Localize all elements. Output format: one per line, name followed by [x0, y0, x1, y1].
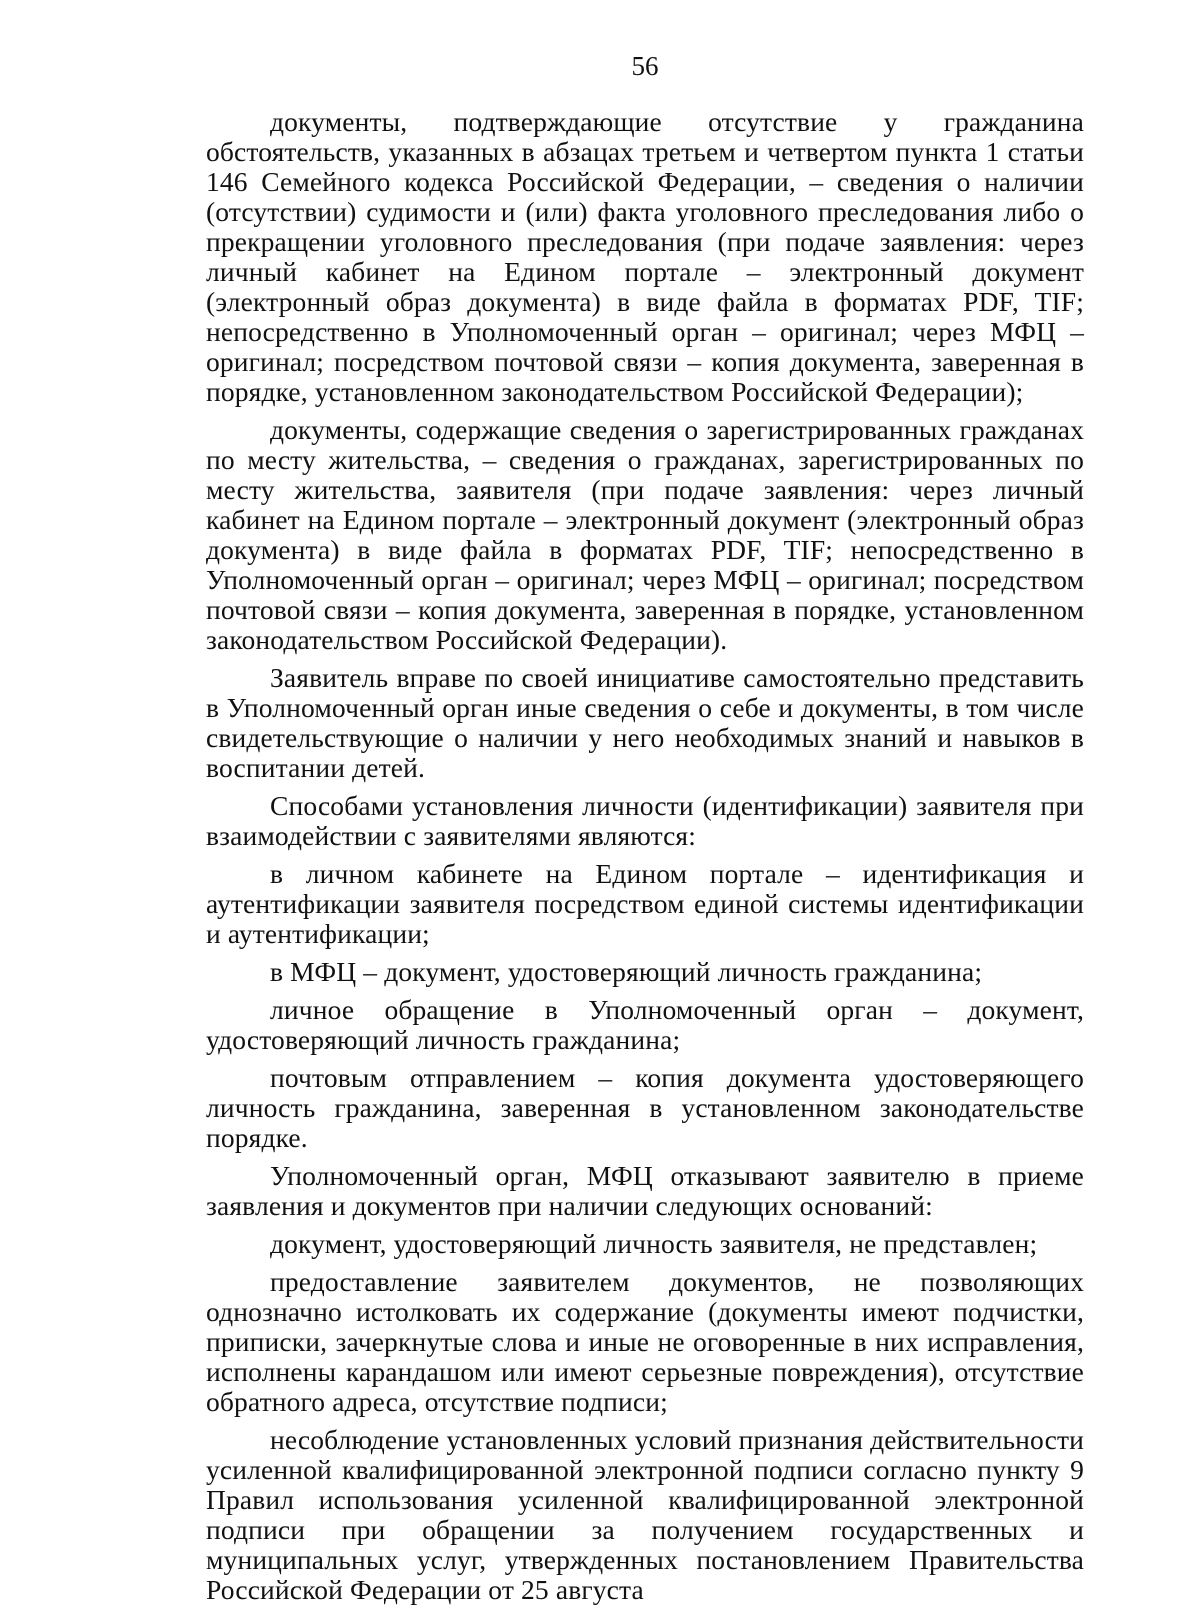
paragraph-refusal-grounds: Уполномоченный орган, МФЦ отказывают заявителю в приеме заявления и документов при наличии следующих оснований: — [206, 1160, 1084, 1221]
paragraph-additional-documents: Заявитель вправе по своей инициативе самостоятельно представить в Уполномоченный орган иные сведения о себе и документы, в том числе свидетельствующие о наличии у него необходимых знаний и навыков в воспитании детей. — [206, 662, 1084, 783]
page-number: 56 — [631, 51, 659, 81]
paragraph-identification-mfc: в МФЦ – документ, удостоверяющий личность гражданина; — [270, 956, 983, 987]
document-body — [206, 107, 1084, 1605]
paragraph-refusal-no-id: документ, удостоверяющий личность заявителя, не представлен; — [270, 1228, 1038, 1259]
paragraph-identification-portal: в личном кабинете на Едином портале – идентификация и аутентификации заявителя посредством единой системы идентификации и аутентификации; — [206, 858, 1084, 949]
paragraph-refusal-signature-conditions: несоблюдение установленных условий признания действительности усиленной квалифицированной электронной подписи согласно пункту 9 Правил использования усиленной квалифицированной электронной подписи при обращении за получением государственных и муниципальных услуг, утвержденных постановлением Правительства Российской Федерации от 25 августа — [206, 1424, 1084, 1605]
paragraph-registered-citizens: документы, содержащие сведения о зарегистрированных гражданах по месту жительства, – сведения о гражданах, зарегистрированных по месту жительства, заявителя (при подаче заявления: через личный кабинет на Едином портале – электронный документ (электронный образ документа) в виде файла в форматах PDF, TIF; непосредственно в Уполномоченный орган – оригинал; через МФЦ – оригинал; посредством почтовой связи – копия документа, заверенная в порядке, установленном законодательством Российской Федерации). — [206, 414, 1084, 655]
paragraph-identification-personal: личное обращение в Уполномоченный орган – документ, удостоверяющий личность гражданина; — [206, 994, 1084, 1055]
paragraph-criminal-record: документы, подтверждающие отсутствие у гражданина обстоятельств, указанных в абзацах третьем и четвертом пункта 1 статьи 146 Семейного кодекса Российской Федерации, – сведения о наличии (отсутствии) судимости и (или) факта уголовного преследования либо о прекращении уголовного преследования (при подаче заявления: через личный кабинет на Едином портале – электронный документ (электронный образ документа) в виде файла в форматах PDF, TIF; непосредственно в Уполномоченный орган – оригинал; через МФЦ – оригинал; посредством почтовой связи – копия документа, заверенная в порядке, установленном законодательством Российской Федерации); — [206, 106, 1084, 407]
paragraph-identification-mail: почтовым отправлением – копия документа удостоверяющего личность гражданина, заверенная в установленном законодательстве порядке. — [206, 1062, 1084, 1153]
paragraph-identification-methods: Способами установления личности (идентификации) заявителя при взаимодействии с заявителями являются: — [206, 790, 1084, 851]
paragraph-refusal-unclear-documents: предоставление заявителем документов, не позволяющих однозначно истолковать их содержание (документы имеют подчистки, приписки, зачеркнутые слова и иные не оговоренные в них исправления, исполнены карандашом или имеют серьезные повреждения), отсутствие обратного адреса, отсутствие подписи; — [206, 1266, 1084, 1417]
